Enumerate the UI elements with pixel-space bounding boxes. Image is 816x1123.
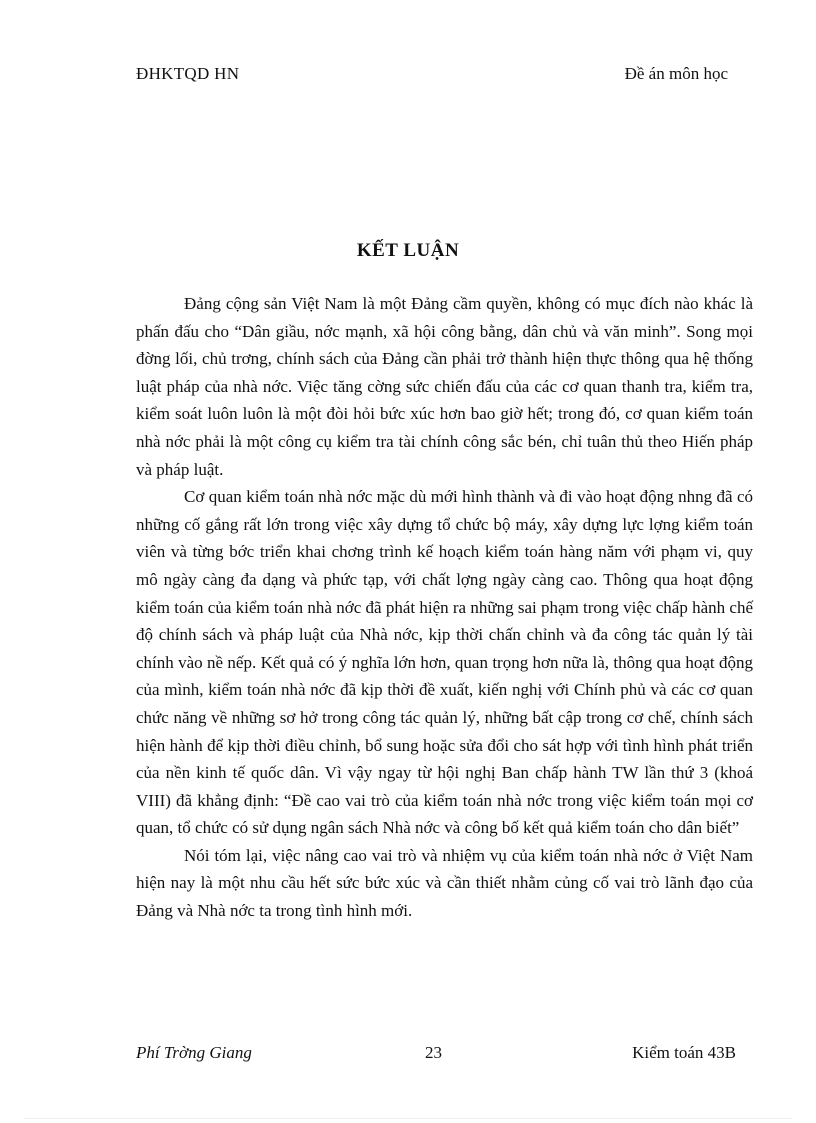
page-title: KẾT LUẬN [356,240,460,261]
document-body [136,290,753,925]
paragraph-3: Nói tóm lại, việc nâng cao vai trò và nhiệm vụ của kiểm toán nhà nớc ở Việt Nam hiện nay là một nhu cầu hết sức bức xúc và cần thiết nhằm củng cố vai trò lãnh đạo của Đảng và Nhà nớc ta trong tình hình mới. [136,845,753,921]
page-bottom-divider [24,1118,792,1119]
footer-page-number: 23 [425,1043,442,1062]
header-university: ĐHKTQD HN [136,64,240,83]
paragraph-1: Đảng cộng sản Việt Nam là một Đảng cầm quyền, không có mục đích nào khác là phấn đấu cho “Dân giầu, nớc mạnh, xã hội công bằng, dân chủ và văn minh”. Song mọi đờng lối, chủ trơng, chính sách của Đảng cần phải trở thành hiện thực thông qua hệ thống luật pháp của nhà nớc. Việc tăng cờng sức chiến đấu của các cơ quan thanh tra, kiểm tra, kiểm soát luôn luôn là một đòi hỏi bức xúc hơn bao giờ hết; trong đó, cơ quan kiểm toán nhà nớc phải là một công cụ kiểm tra tài chính công sắc bén, chỉ tuân thủ theo Hiến pháp và pháp luật. [136,294,753,479]
footer-author: Phí Trờng Giang [136,1043,252,1062]
header-course-project: Đề án môn học [624,64,728,83]
footer-class-name: Kiểm toán 43B [632,1043,736,1062]
paragraph-2: Cơ quan kiểm toán nhà nớc mặc dù mới hình thành và đi vào hoạt động nhng đã có những cố gắng rất lớn trong việc xây dựng tổ chức bộ máy, xây dựng lực lợng kiểm toán viên và từng bớc triển khai chơng trình kế hoạch kiểm toán hàng năm với phạm vi, quy mô ngày càng đa dạng và phức tạp, với chất lợng ngày càng cao. Thông qua hoạt động kiểm toán của kiểm toán nhà nớc đã phát hiện ra những sai phạm trong việc chấp hành chế độ chính sách và pháp luật của Nhà nớc, kịp thời chấn chỉnh và đa công tác quản lý tài chính vào nề nếp. Kết quả có ý nghĩa lớn hơn, quan trọng hơn nữa là, thông qua hoạt động của mình, kiểm toán nhà nớc đã kịp thời đề xuất, kiến nghị với Chính phủ và các cơ quan chức năng về những sơ hở trong công tác quản lý, những bất cập trong cơ chế, chính sách hiện hành để kịp thời điều chỉnh, bổ sung hoặc sửa đổi cho sát hợp với tình hình phát triển của nền kinh tế quốc dân. Vì vậy ngay từ hội nghị Ban chấp hành TW lần thứ 3 (khoá VIII) đã khẳng định: “Đề cao vai trò của kiểm toán nhà nớc trong việc kiểm toán mọi cơ quan, tổ chức có sử dụng ngân sách Nhà nớc và công bố kết quả kiểm toán cho dân biết” [136,487,753,838]
